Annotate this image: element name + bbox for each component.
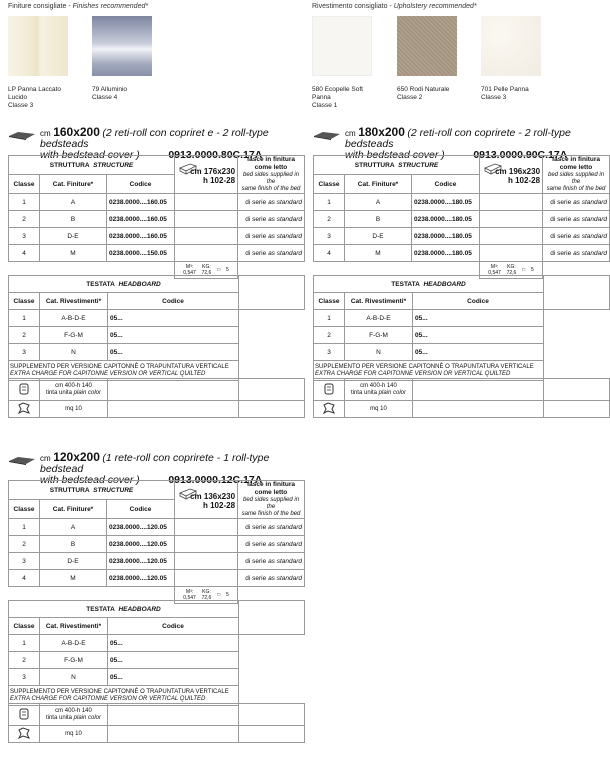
- swatch-caption: [481, 86, 556, 102]
- cell-codice: 0238.0000....180.05: [412, 245, 480, 262]
- product-desc-2: with bedstead cover ): [40, 474, 140, 486]
- bed-size: 160x200: [53, 125, 100, 139]
- headboard-table: [8, 275, 305, 381]
- cell-cat: F-G-M: [345, 327, 413, 344]
- cell-classe: 3: [314, 344, 345, 361]
- dims-h: h 102-28: [203, 176, 236, 185]
- col-header-classe: Classe: [9, 500, 40, 519]
- cell-codice: 0238.0000....180.05: [412, 228, 480, 245]
- upholstery-label-en: Upholstery recommended*: [393, 3, 477, 10]
- pack-volume-value: 0,547: [488, 270, 501, 276]
- cell-cat: A: [40, 519, 107, 536]
- swatch-class: Classe 1: [312, 102, 338, 109]
- bed-size: 120x200: [53, 450, 100, 464]
- product-desc-1: (2 reti-roll con copriret e - 2 roll-type bedsteads: [40, 127, 269, 150]
- cell-classe: 2: [9, 652, 40, 669]
- fabric-roll-icon: [18, 707, 30, 721]
- pack-weight-value: 72,6: [201, 270, 212, 276]
- headboard-heading: [314, 276, 544, 293]
- cell-codice: 0238.0000....160.05: [107, 228, 175, 245]
- fabric-tinta: tinta unita: [45, 714, 72, 721]
- di-serie: di serie: [550, 198, 572, 206]
- fabric-roll-cell: [9, 704, 40, 726]
- col-header-cat-riv: Cat. Rivestimenti*: [345, 293, 413, 310]
- product-desc-1: (1 rete-roll con coprirete - 1 roll-type bedstead: [40, 452, 270, 475]
- fabric-size: cm 400-h 140: [55, 707, 92, 714]
- col-header-codice: Codice: [108, 293, 239, 310]
- fabric-size: cm 400-h 140: [360, 382, 397, 389]
- table-row: [9, 194, 305, 211]
- cell-standard: [543, 245, 610, 262]
- as-standard: as standard: [268, 232, 303, 240]
- di-serie: di serie: [245, 574, 267, 582]
- structure-table: [313, 155, 610, 279]
- fabric-plain: plain color: [378, 389, 407, 396]
- fasce-line-4: same finish of the bed: [241, 511, 301, 517]
- cell-classe: 2: [314, 211, 345, 228]
- bed-icon: [8, 131, 36, 140]
- fasce-line-2: come letto: [559, 164, 593, 171]
- fabric-table: [8, 378, 305, 418]
- col-header-codice: Codice: [413, 293, 544, 310]
- fasce-line-4: same finish of the bed: [546, 186, 606, 192]
- cell-cat: B: [345, 211, 412, 228]
- structure-heading: [9, 156, 175, 175]
- headboard-table: [313, 275, 610, 381]
- struttura-label: STRUTTURA: [49, 486, 90, 494]
- cell-codice: 05...: [108, 652, 239, 669]
- as-standard: as standard: [268, 523, 303, 531]
- fabric-roll-icon: [323, 382, 335, 396]
- swatch-line2: Panna: [312, 94, 331, 101]
- fabric-qty: mq 10: [40, 401, 108, 418]
- swatch-class: Classe 4: [92, 94, 118, 101]
- swatch-name: LP Panna Laccato: [8, 86, 62, 93]
- table-row: [314, 344, 610, 361]
- col-header-codice: Codice: [107, 175, 175, 194]
- cell-cat: N: [40, 344, 108, 361]
- table-row: [9, 570, 305, 587]
- product-block: [8, 127, 304, 427]
- dimensions-cell: [175, 156, 238, 194]
- headboard-rows: [9, 635, 305, 686]
- as-standard: as standard: [573, 198, 608, 206]
- col-header-cat-riv: Cat. Rivestimenti*: [40, 293, 108, 310]
- fasce-note: [238, 481, 305, 519]
- table-row: [9, 245, 305, 262]
- cell-codice: 0238.0000....180.05: [412, 194, 480, 211]
- cell-cat: F-G-M: [40, 327, 108, 344]
- table-row: [9, 652, 305, 669]
- cell-cat: D-E: [345, 228, 412, 245]
- di-serie: di serie: [245, 215, 267, 223]
- di-serie: di serie: [245, 523, 267, 531]
- cell-cat: B: [40, 536, 107, 553]
- headboard-rows: [314, 310, 610, 361]
- supplement-it: SUPPLEMENTO PER VERSIONE CAPITONNÈ O TRAPUNTATURA VERTICALE: [315, 363, 534, 370]
- pack-volume-label: M³:: [185, 264, 194, 270]
- cell-cat: A-B-D-E: [40, 310, 108, 327]
- cell-codice: 05...: [108, 344, 239, 361]
- cell-standard: [238, 553, 305, 570]
- product-desc-2: with bedstead cover ): [345, 149, 445, 161]
- cell-cat: D-E: [40, 228, 107, 245]
- table-row: [9, 344, 305, 361]
- cell-standard: [238, 211, 305, 228]
- cell-classe: 1: [9, 310, 40, 327]
- table-row: [9, 228, 305, 245]
- col-header-codice: Codice: [412, 175, 480, 194]
- cell-cat: A-B-D-E: [40, 635, 108, 652]
- product-block: [8, 452, 304, 752]
- as-standard: as standard: [268, 215, 303, 223]
- product-code: 0913.0000.12C.17A: [168, 474, 263, 486]
- structure-table: [8, 480, 305, 604]
- table-row: [9, 536, 305, 553]
- pack-volume-label: M³:: [185, 589, 194, 595]
- cell-classe: 2: [9, 327, 40, 344]
- cell-cat: A-B-D-E: [345, 310, 413, 327]
- cell-cat: A: [345, 194, 412, 211]
- structure-rows: [314, 194, 610, 262]
- fasce-line-1: fasce in finitura: [552, 156, 601, 163]
- fabric-roll-cell: [9, 379, 40, 401]
- col-header-cat: Cat. Finiture*: [40, 500, 107, 519]
- cell-classe: 1: [314, 194, 345, 211]
- as-standard: as standard: [268, 540, 303, 548]
- col-header-classe: Classe: [9, 618, 40, 635]
- fabric-size: cm 400-h 140: [55, 382, 92, 389]
- fabric-plain: plain color: [73, 714, 102, 721]
- pack-volume-value: 0,547: [183, 270, 196, 276]
- bed-size: 180x200: [358, 125, 405, 139]
- cell-classe: 2: [9, 211, 40, 228]
- cell-cat: A: [40, 194, 107, 211]
- fabric-qty: mq 10: [40, 726, 108, 743]
- pack-weight-label: KG:: [507, 264, 516, 270]
- cell-classe: 3: [9, 344, 40, 361]
- fabric-qty-cell: [9, 401, 40, 418]
- fabric-spec: [40, 379, 108, 401]
- fabric-spec: [345, 379, 413, 401]
- pack-weight-label: KG:: [202, 589, 211, 595]
- fabric-qty-cell: [314, 401, 345, 418]
- cell-classe: 2: [9, 536, 40, 553]
- swatch-caption: [8, 86, 83, 110]
- headboard-rows: [9, 310, 305, 361]
- table-row: [9, 310, 305, 327]
- headboard-heading: [9, 276, 239, 293]
- fasce-line-3: bed sides supplied in the: [548, 172, 605, 185]
- col-header-codice: Codice: [107, 500, 175, 519]
- fasce-line-2: come letto: [254, 489, 288, 496]
- table-row: [314, 327, 610, 344]
- pack-weight-value: 72,6: [201, 595, 212, 601]
- bed-icon: [313, 131, 341, 140]
- cell-classe: 4: [314, 245, 345, 262]
- cell-cat: M: [345, 245, 412, 262]
- as-standard: as standard: [573, 232, 608, 240]
- supplement-it: SUPPLEMENTO PER VERSIONE CAPITONNÈ O TRAPUNTATURA VERTICALE: [10, 688, 229, 695]
- cell-standard: [543, 211, 610, 228]
- structure-rows: [9, 519, 305, 587]
- pack-volume-value: 0,547: [183, 595, 196, 601]
- fabric-tinta: tinta unita: [45, 389, 72, 396]
- fasce-line-3: bed sides supplied in the: [243, 497, 300, 510]
- dims-cm: cm 176x230: [190, 167, 236, 176]
- cell-classe: 4: [9, 570, 40, 587]
- col-header-classe: Classe: [314, 175, 345, 194]
- swatch-pelle-panna: [481, 16, 541, 76]
- swatch-class: Classe 2: [397, 94, 423, 101]
- cell-codice: 0238.0000....120.05: [107, 553, 175, 570]
- dimensions-cell: [480, 156, 543, 194]
- pack-weight-value: 72,6: [506, 270, 517, 276]
- cell-codice: 05...: [413, 327, 544, 344]
- swatch-caption: [92, 86, 167, 102]
- struttura-label: STRUTTURA: [354, 161, 395, 169]
- cell-standard: [238, 228, 305, 245]
- swatch-class: Classe 3: [481, 94, 507, 101]
- bed-outline-icon: [483, 162, 503, 176]
- pack-colli: 5: [226, 592, 229, 598]
- di-serie: di serie: [550, 249, 572, 257]
- table-row: [9, 553, 305, 570]
- swatch-ecopelle-soft: [312, 16, 372, 76]
- fasce-note: [238, 156, 305, 194]
- col-header-codice: Codice: [108, 618, 239, 635]
- cell-classe: 4: [9, 245, 40, 262]
- as-standard: as standard: [573, 215, 608, 223]
- col-header-cat: Cat. Finiture*: [345, 175, 412, 194]
- fasce-line-4: same finish of the bed: [241, 186, 301, 192]
- col-header-classe: Classe: [9, 293, 40, 310]
- swatch-panna-laccato: [8, 16, 68, 76]
- cell-standard: [238, 536, 305, 553]
- fabric-plain: plain color: [73, 389, 102, 396]
- headboard-label: HEADBOARD: [118, 605, 161, 613]
- pack-box-icon: □: [217, 592, 221, 598]
- di-serie: di serie: [245, 249, 267, 257]
- product-desc-2: with bedstead cover ): [40, 149, 140, 161]
- swatch-name: 580 Ecopelle Soft: [312, 86, 363, 93]
- table-row: [9, 327, 305, 344]
- cell-classe: 1: [9, 519, 40, 536]
- cell-codice: 0238.0000....120.05: [107, 519, 175, 536]
- fasce-line-2: come letto: [254, 164, 288, 171]
- di-serie: di serie: [550, 232, 572, 240]
- finishes-label-it: Finiture consigliate: [8, 3, 67, 10]
- cell-cat: M: [40, 245, 107, 262]
- di-serie: di serie: [550, 215, 572, 223]
- col-header-cat-riv: Cat. Rivestimenti*: [40, 618, 108, 635]
- table-row: [314, 228, 610, 245]
- cell-codice: 05...: [413, 344, 544, 361]
- bed-icon: [8, 456, 36, 465]
- structure-label: STRUCTURE: [93, 161, 134, 169]
- cell-codice: 0238.0000....160.05: [107, 194, 175, 211]
- dims-h: h 102-28: [203, 501, 236, 510]
- cell-codice: 05...: [108, 327, 239, 344]
- table-row: [9, 669, 305, 686]
- table-row: [314, 310, 610, 327]
- col-header-cat: Cat. Finiture*: [40, 175, 107, 194]
- structure-heading: [314, 156, 480, 175]
- fabric-swatch-icon: [17, 727, 31, 739]
- size-unit: cm: [40, 454, 51, 463]
- cell-cat: D-E: [40, 553, 107, 570]
- cell-standard: [543, 194, 610, 211]
- pack-box-icon: □: [217, 267, 221, 273]
- table-row: [314, 211, 610, 228]
- product-desc-1: (2 reti-roll con coprirete - 2 roll-type bedsteads: [345, 127, 571, 150]
- headboard-label: HEADBOARD: [118, 280, 161, 288]
- pack-colli: 5: [226, 267, 229, 273]
- table-row: [314, 194, 610, 211]
- cell-cat: N: [40, 669, 108, 686]
- size-unit: cm: [345, 129, 356, 138]
- fasce-line-1: fasce in finitura: [247, 481, 296, 488]
- product-block: [313, 127, 609, 427]
- table-row: [9, 635, 305, 652]
- dims-h: h 102-28: [508, 176, 541, 185]
- table-row: [314, 245, 610, 262]
- swatch-class: Classe 3: [8, 102, 34, 109]
- structure-heading: [9, 481, 175, 500]
- cell-codice: 05...: [108, 669, 239, 686]
- pack-box-icon: □: [522, 267, 526, 273]
- dims-cm: cm 136x230: [190, 492, 236, 501]
- fabric-table: [313, 378, 610, 418]
- cell-standard: [543, 228, 610, 245]
- di-serie: di serie: [245, 557, 267, 565]
- headboard-heading: [9, 601, 239, 618]
- testata-label: TESTATA: [391, 280, 420, 288]
- fabric-swatch-icon: [17, 402, 31, 414]
- fabric-table: [8, 703, 305, 743]
- cell-standard: [238, 194, 305, 211]
- swatch-caption: [312, 86, 387, 110]
- cell-codice: 05...: [413, 310, 544, 327]
- upholstery-label: Rivestimento consigliato - Upholstery recommended*: [312, 3, 477, 10]
- fabric-qty-cell: [9, 726, 40, 743]
- supplement-en: EXTRA CHARGE FOR CAPITONNE VERSION OR VERTICAL QUILTED: [315, 370, 511, 377]
- testata-label: TESTATA: [86, 605, 115, 613]
- swatch-name: 79 Alluminio: [92, 86, 128, 93]
- cell-cat: F-G-M: [40, 652, 108, 669]
- fabric-swatch-icon: [322, 402, 336, 414]
- dimensions-cell: [175, 481, 238, 519]
- cell-classe: 3: [314, 228, 345, 245]
- cell-classe: 3: [9, 669, 40, 686]
- cell-codice: 0238.0000....160.05: [107, 211, 175, 228]
- finishes-label-en: Finishes recommended*: [72, 3, 149, 10]
- struttura-label: STRUTTURA: [49, 161, 90, 169]
- cell-classe: 3: [9, 228, 40, 245]
- as-standard: as standard: [268, 198, 303, 206]
- table-row: [9, 211, 305, 228]
- as-standard: as standard: [573, 249, 608, 257]
- cell-classe: 2: [314, 327, 345, 344]
- fabric-roll-cell: [314, 379, 345, 401]
- headboard-label: HEADBOARD: [423, 280, 466, 288]
- product-code: 0913.0000.80C.17A: [168, 149, 263, 161]
- fasce-note: [543, 156, 610, 194]
- supplement-en: EXTRA CHARGE FOR CAPITONNE VERSION OR VERTICAL QUILTED: [10, 370, 206, 377]
- headboard-table: [8, 600, 305, 706]
- cell-cat: M: [40, 570, 107, 587]
- dims-cm: cm 196x230: [495, 167, 541, 176]
- upholstery-label-it: Rivestimento consigliato: [312, 3, 388, 10]
- swatch-alluminio: [92, 16, 152, 76]
- cell-classe: 1: [314, 310, 345, 327]
- fabric-tinta: tinta unita: [350, 389, 377, 396]
- cell-codice: 0238.0000....120.05: [107, 570, 175, 587]
- cell-classe: 1: [9, 635, 40, 652]
- as-standard: as standard: [268, 249, 303, 257]
- supplement-it: SUPPLEMENTO PER VERSIONE CAPITONNÈ O TRAPUNTATURA VERTICALE: [10, 363, 229, 370]
- cell-standard: [238, 519, 305, 536]
- cell-codice: 0238.0000....180.05: [412, 211, 480, 228]
- cell-standard: [238, 570, 305, 587]
- di-serie: di serie: [245, 540, 267, 548]
- col-header-classe: Classe: [9, 175, 40, 194]
- cell-classe: 3: [9, 553, 40, 570]
- as-standard: as standard: [268, 557, 303, 565]
- structure-rows: [9, 194, 305, 262]
- supplement-en: EXTRA CHARGE FOR CAPITONNE VERSION OR VERTICAL QUILTED: [10, 695, 206, 702]
- cell-codice: 05...: [108, 635, 239, 652]
- di-serie: di serie: [245, 198, 267, 206]
- product-code: 0913.0000.90C.17A: [473, 149, 568, 161]
- fabric-roll-icon: [18, 382, 30, 396]
- cell-cat: B: [40, 211, 107, 228]
- structure-label: STRUCTURE: [398, 161, 439, 169]
- fabric-spec: [40, 704, 108, 726]
- pack-weight-label: KG:: [202, 264, 211, 270]
- testata-label: TESTATA: [86, 280, 115, 288]
- swatch-caption: [397, 86, 472, 102]
- cell-standard: [238, 245, 305, 262]
- bed-outline-icon: [178, 487, 198, 501]
- fasce-line-1: fasce in finitura: [247, 156, 296, 163]
- cell-codice: 0238.0000....150.05: [107, 245, 175, 262]
- col-header-classe: Classe: [314, 293, 345, 310]
- as-standard: as standard: [268, 574, 303, 582]
- cell-cat: N: [345, 344, 413, 361]
- cell-classe: 1: [9, 194, 40, 211]
- fabric-qty: mq 10: [345, 401, 413, 418]
- cell-codice: 05...: [108, 310, 239, 327]
- di-serie: di serie: [245, 232, 267, 240]
- size-unit: cm: [40, 129, 51, 138]
- swatch-name: 650 Rodi Naturale: [397, 86, 450, 93]
- swatch-rodi-naturale: [397, 16, 457, 76]
- fasce-line-3: bed sides supplied in the: [243, 172, 300, 185]
- swatch-line2: Lucido: [8, 94, 28, 101]
- table-row: [9, 519, 305, 536]
- swatch-name: 701 Pelle Panna: [481, 86, 529, 93]
- pack-colli: 5: [531, 267, 534, 273]
- structure-table: [8, 155, 305, 279]
- pack-volume-label: M³:: [490, 264, 499, 270]
- finishes-label: Finiture consigliate - Finishes recommended*: [8, 3, 149, 10]
- cell-codice: 0238.0000....120.05: [107, 536, 175, 553]
- bed-outline-icon: [178, 162, 198, 176]
- structure-label: STRUCTURE: [93, 486, 134, 494]
